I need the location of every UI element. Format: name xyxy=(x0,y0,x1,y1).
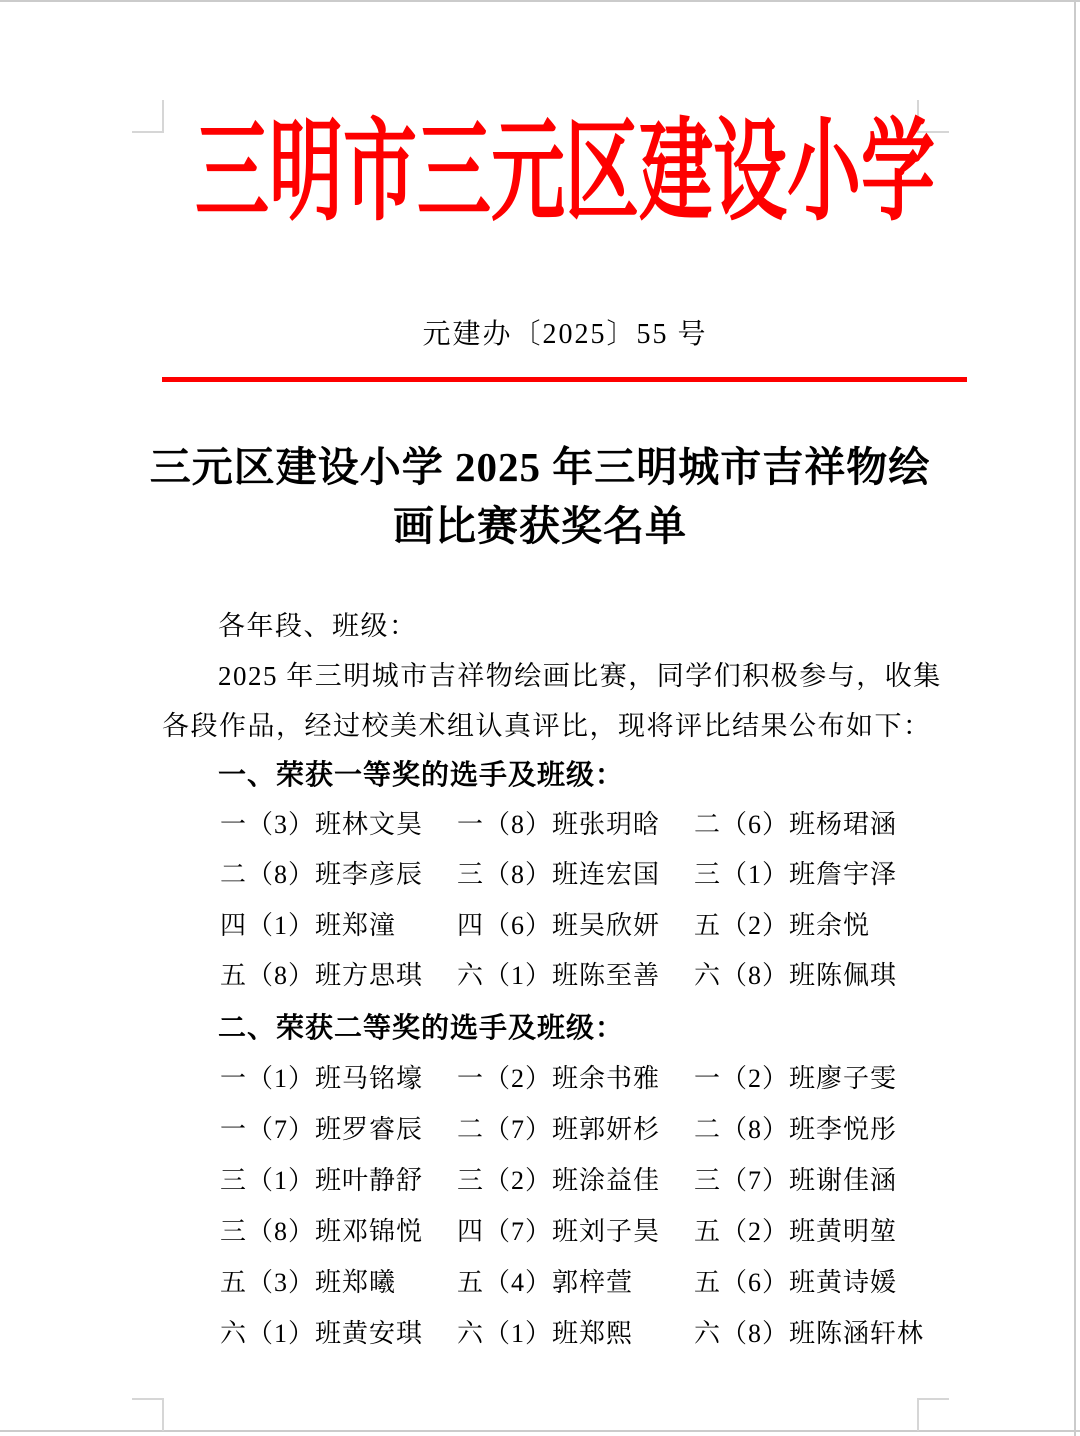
award-row xyxy=(220,808,980,844)
winner-entry: 二（6）班杨珺涵 xyxy=(694,810,898,839)
winner-entry: 三（8）班邓锦悦 xyxy=(220,1217,424,1246)
winner-entry: 六（1）班黄安琪 xyxy=(220,1319,424,1348)
letterhead-divider-line xyxy=(162,377,967,382)
winner-entry: 五（3）班郑曦 xyxy=(220,1268,397,1297)
winner-entry: 二（8）班李彦辰 xyxy=(220,860,424,889)
section-1-heading: 一、荣获一等奖的选手及班级： xyxy=(218,759,625,790)
award-row xyxy=(220,1113,980,1149)
award-row xyxy=(220,858,980,894)
page-top-edge xyxy=(0,0,1080,2)
document-number: 元建办〔2025〕55 号 xyxy=(422,319,708,350)
school-letterhead-text: 三明市三元区建设小学 xyxy=(195,112,935,235)
winner-entry: 四（7）班刘子昊 xyxy=(457,1217,661,1246)
school-letterhead xyxy=(162,112,968,235)
winner-entry: 五（8）班方思琪 xyxy=(220,961,424,990)
document-title-line2: 画比赛获奖名单 xyxy=(393,503,687,549)
award-row xyxy=(220,1062,980,1098)
award-row xyxy=(220,1215,980,1251)
winner-entry: 六（8）班陈佩琪 xyxy=(694,961,898,990)
winner-entry: 四（6）班吴欣妍 xyxy=(457,911,661,940)
winner-entry: 三（1）班叶静舒 xyxy=(220,1166,424,1195)
award-row xyxy=(220,1164,980,1200)
winner-entry: 三（8）班连宏国 xyxy=(457,860,661,889)
winner-entry: 五（2）班余悦 xyxy=(694,911,871,940)
winner-entry: 一（2）班廖子雯 xyxy=(694,1064,898,1093)
award-row xyxy=(220,909,980,945)
award-row xyxy=(220,1317,980,1353)
salutation: 各年段、班级： xyxy=(218,611,418,641)
winner-entry: 二（8）班李悦彤 xyxy=(694,1115,898,1144)
winner-entry: 三（1）班詹宇泽 xyxy=(694,860,898,889)
document-title xyxy=(0,438,1080,556)
crop-mark-top-left xyxy=(132,100,164,133)
page-right-edge xyxy=(1074,0,1076,1436)
document-title-line1: 三元区建设小学 2025 年三明城市吉祥物绘 xyxy=(149,444,931,490)
crop-mark-bottom-right xyxy=(917,1398,949,1431)
body-paragraph-line2: 各段作品，经过校美术组认真评比，现将评比结果公布如下： xyxy=(162,711,932,741)
winner-entry: 一（8）班张玥晗 xyxy=(457,810,661,839)
crop-mark-bottom-left xyxy=(132,1398,164,1431)
winner-entry: 一（3）班林文昊 xyxy=(220,810,424,839)
winner-entry: 三（7）班谢佳涵 xyxy=(694,1166,898,1195)
award-row xyxy=(220,959,980,995)
body-paragraph-line1: 2025 年三明城市吉祥物绘画比赛，同学们积极参与，收集 xyxy=(218,661,942,691)
award-row xyxy=(220,1266,980,1302)
winner-entry: 六（8）班陈涵轩林 xyxy=(694,1319,925,1348)
section-2-heading: 二、荣获二等奖的选手及班级： xyxy=(218,1012,625,1043)
winner-entry: 六（1）班郑熙 xyxy=(457,1319,634,1348)
winner-entry: 一（1）班马铭壕 xyxy=(220,1064,424,1093)
winner-entry: 五（6）班黄诗媛 xyxy=(694,1268,898,1297)
winner-entry: 四（1）班郑潼 xyxy=(220,911,397,940)
winner-entry: 二（7）班郭妍杉 xyxy=(457,1115,661,1144)
winner-entry: 六（1）班陈至善 xyxy=(457,961,661,990)
winner-entry: 三（2）班涂益佳 xyxy=(457,1166,661,1195)
winner-entry: 五（2）班黄明堃 xyxy=(694,1217,898,1246)
winner-entry: 五（4）郭梓萱 xyxy=(457,1268,634,1297)
winner-entry: 一（2）班余书雅 xyxy=(457,1064,661,1093)
winner-entry: 一（7）班罗睿辰 xyxy=(220,1115,424,1144)
